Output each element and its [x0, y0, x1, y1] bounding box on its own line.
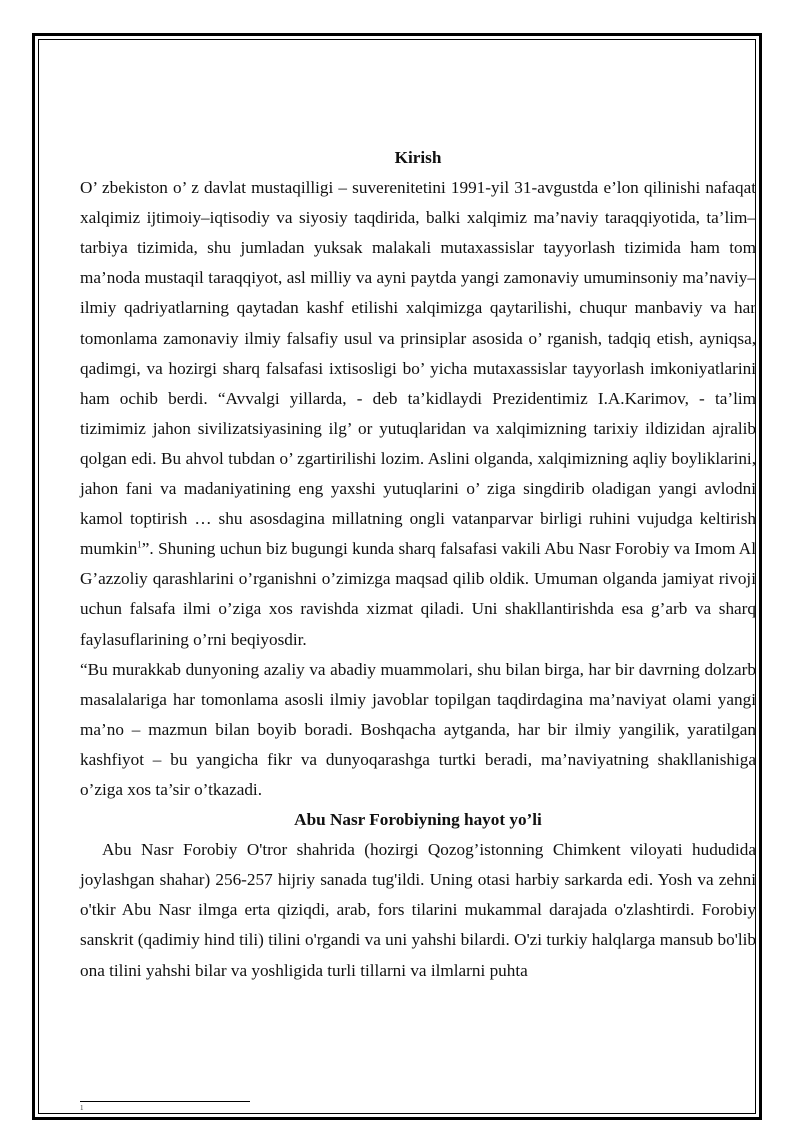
paragraph-intro-text: O’ zbekiston o’ z davlat mustaqilligi – suverenitetini 1991-yil 31-avgustda e’lon qilinishi nafaqat xalqimiz ijtimoiy–iqtisodiy va siyosiy taqdirida, balki xalqimiz ma’naviy taraqqiyotida, ta’lim–tarbiya tizimida, shu jumladan yuksak malakali mutaxassislar tayyorlash tizimida ham tom ma’noda mustaqil taraqqiyot, asl milliy va ayni paytda yangi zamonaviy umuminsoniy ma’naviy–ilmiy qadriyatlarning qaytadan kashf etilishi xalqimizga qaytarilishi, chuqur manbaviy va har tomonlama zamonaviy ilmiy falsafiy usul va prinsiplar asosida o’ rganish, tadqiq etish, ayniqsa, qadimgi, va hozirgi sharq falsafasi ixtisosligi bo’ yicha mutaxassislar tayyorlash imkoniyatlarini ham ochib berdi. “Avvalgi yillarda, - deb ta’kidlaydi Prezidentimiz I.A.Karimov, - ta’lim tizimimiz jahon sivilizatsiyasining ilg’ or yutuqlaridan va xalqimizning tarixiy ildizidan ajralib qolgan edi. Bu ahvol tubdan o’ zgartirilishi lozim. Aslini olganda, xalqimizning aqliy boyliklarini, jahon fani va madaniyatining eng yaxshi yutuqlarini o’ ziga singdirib oladigan yangi avlodni kamol toptirish … shu asosdagina millatning ongli vatanparvar birligi ruhini vujudga keltirish mumkin [80, 178, 756, 559]
footnote-reference[interactable]: 1 [137, 539, 142, 550]
paragraph-quote: “Bu murakkab dunyoning azaliy va abadiy muammolari, shu bilan birga, har bir davrning dolzarb masalalariga har tomonlama asosli ilmiy javoblar topilgan taqdirdagina ma’naviyat olami yangi ma’no – mazmun bilan boyib boradi. Boshqacha aytganda, har bir ilmiy yangilik, yaratilgan kashfiyot – bu yangicha fikr va dunyoqarashga turtki beradi, ma’naviyatning shakllanishiga o’ziga xos ta’sir o’tkazadi. [80, 659, 756, 799]
paragraph-biography: Abu Nasr Forobiy O'tror shahrida (hozirgi Qozog’istonning Chimkent viloyati hududida joylashgan shahar) 256-257 hijriy sanada tug'ildi. Uning otasi harbiy sarkarda edi. Yosh va zehni o'tkir Abu Nasr ilmga erta qiziqdi, arab, fors tilarini mukammal darajada o'zlashtirdi. Forobiy sanskrit (qadimiy hind tili) tilini o'rgandi va uni yahshi bilardi. O'zi turkiy halqlarga mansub bo'lib ona tilini yahshi bilar va yoshligida turli tillarni va ilmlarni puhta [80, 840, 756, 980]
document-body [80, 143, 756, 986]
paragraph-intro [80, 173, 756, 655]
paragraph-intro-continued: ”. Shuning uchun biz bugungi kunda sharq falsafasi vakili Abu Nasr Forobiy va Imom Al G’azzoliy qarashlarini o’rganishni o’zimizga maqsad qilib oldik. Umuman olganda jamiyat rivoji uchun falsafa ilmi o’ziga xos ravishda xizmat qiladi. Uni shakllantirishda esa g’arb va sharq faylasuflarining o’rni beqiyosdir. [80, 539, 756, 649]
page-title: Kirish [394, 148, 442, 167]
footnote-separator [80, 1101, 250, 1102]
section-heading: Abu Nasr Forobiyning hayot yo’li [294, 810, 542, 830]
footnote-number: 1 [80, 1104, 84, 1112]
